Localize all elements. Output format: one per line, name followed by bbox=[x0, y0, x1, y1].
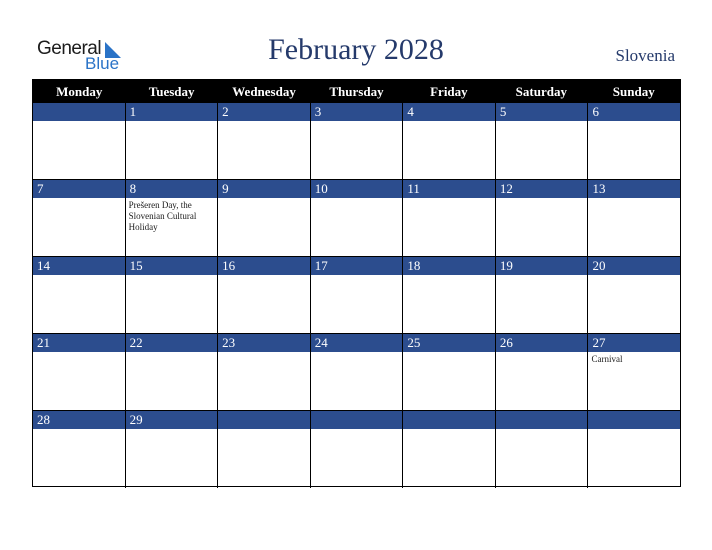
calendar-day-cell bbox=[403, 103, 496, 180]
calendar-day-cell bbox=[218, 411, 311, 488]
calendar-week-row bbox=[33, 103, 680, 180]
day-number: 29 bbox=[126, 411, 218, 429]
calendar-day-cell bbox=[588, 411, 680, 488]
day-number bbox=[311, 411, 403, 429]
weekday-header: Friday bbox=[430, 84, 468, 99]
calendar-day-cell bbox=[311, 180, 404, 257]
calendar-day-cell bbox=[403, 257, 496, 334]
calendar-week-row bbox=[33, 334, 680, 411]
day-number bbox=[403, 411, 495, 429]
country-label: Slovenia bbox=[615, 46, 675, 65]
day-number: 4 bbox=[403, 103, 495, 121]
day-body bbox=[403, 121, 495, 179]
day-body bbox=[311, 352, 403, 410]
calendar-day-cell bbox=[33, 334, 126, 411]
weekday-header: Sunday bbox=[612, 84, 655, 99]
day-body bbox=[33, 198, 125, 256]
logo-blue-text: Blue bbox=[85, 54, 120, 73]
day-body bbox=[588, 352, 680, 410]
day-number: 28 bbox=[33, 411, 125, 429]
day-number: 19 bbox=[496, 257, 588, 275]
day-body bbox=[33, 429, 125, 488]
day-body bbox=[218, 275, 310, 333]
calendar-day-cell bbox=[588, 103, 680, 180]
holiday-event: Prešeren Day, the Slovenian Cultural Holiday bbox=[128, 200, 197, 232]
day-body bbox=[126, 275, 218, 333]
weekday-header: Saturday bbox=[515, 84, 567, 99]
calendar-weeks bbox=[33, 103, 680, 488]
logo-general-text: General bbox=[37, 38, 102, 59]
day-number bbox=[33, 103, 125, 121]
day-number: 22 bbox=[126, 334, 218, 352]
calendar-week-row bbox=[33, 180, 680, 257]
day-body bbox=[403, 429, 495, 488]
day-number: 23 bbox=[218, 334, 310, 352]
calendar-week-row bbox=[33, 257, 680, 334]
calendar-day-cell bbox=[403, 334, 496, 411]
day-number: 24 bbox=[311, 334, 403, 352]
day-body bbox=[311, 198, 403, 256]
day-body bbox=[126, 198, 218, 256]
calendar-day-cell bbox=[311, 411, 404, 488]
calendar-day-cell bbox=[126, 257, 219, 334]
calendar-day-cell bbox=[218, 334, 311, 411]
calendar-day-cell bbox=[126, 180, 219, 257]
day-body bbox=[496, 198, 588, 256]
weekday-header: Thursday bbox=[329, 84, 384, 99]
day-body bbox=[496, 352, 588, 410]
day-number: 12 bbox=[496, 180, 588, 198]
day-body bbox=[496, 275, 588, 333]
calendar-day-cell bbox=[496, 334, 589, 411]
calendar-day-cell bbox=[496, 257, 589, 334]
day-number: 9 bbox=[218, 180, 310, 198]
day-number: 13 bbox=[588, 180, 680, 198]
day-number: 7 bbox=[33, 180, 125, 198]
day-body bbox=[33, 352, 125, 410]
day-body bbox=[311, 121, 403, 179]
calendar-day-cell bbox=[33, 180, 126, 257]
day-body bbox=[218, 352, 310, 410]
calendar-day-cell bbox=[33, 411, 126, 488]
day-body bbox=[311, 429, 403, 488]
day-body bbox=[403, 198, 495, 256]
day-number: 6 bbox=[588, 103, 680, 121]
day-number: 17 bbox=[311, 257, 403, 275]
day-body bbox=[126, 352, 218, 410]
calendar-day-cell bbox=[33, 103, 126, 180]
day-number: 27 bbox=[588, 334, 680, 352]
day-body bbox=[588, 429, 680, 488]
day-body bbox=[588, 275, 680, 333]
calendar-day-cell bbox=[403, 411, 496, 488]
day-body bbox=[126, 121, 218, 179]
calendar-day-cell bbox=[311, 257, 404, 334]
calendar-day-cell bbox=[311, 334, 404, 411]
weekday-header: Monday bbox=[56, 84, 103, 99]
day-number: 1 bbox=[126, 103, 218, 121]
calendar-day-cell bbox=[588, 180, 680, 257]
day-number: 10 bbox=[311, 180, 403, 198]
day-body bbox=[218, 429, 310, 488]
calendar-grid bbox=[32, 79, 681, 487]
day-number: 16 bbox=[218, 257, 310, 275]
page-title: February 2028 bbox=[268, 33, 444, 66]
calendar-day-cell bbox=[126, 103, 219, 180]
weekday-header-row bbox=[33, 80, 680, 103]
day-number bbox=[496, 411, 588, 429]
day-number: 11 bbox=[403, 180, 495, 198]
calendar-day-cell bbox=[126, 334, 219, 411]
day-number: 14 bbox=[33, 257, 125, 275]
day-number: 8 bbox=[126, 180, 218, 198]
calendar-day-cell bbox=[496, 411, 589, 488]
day-body bbox=[218, 198, 310, 256]
day-number: 18 bbox=[403, 257, 495, 275]
day-body bbox=[496, 429, 588, 488]
day-body bbox=[33, 121, 125, 179]
calendar-day-cell bbox=[311, 103, 404, 180]
day-body bbox=[588, 198, 680, 256]
holiday-event: Carnival bbox=[591, 354, 623, 364]
calendar-day-cell bbox=[496, 103, 589, 180]
day-body bbox=[496, 121, 588, 179]
day-number bbox=[218, 411, 310, 429]
calendar-day-cell bbox=[126, 411, 219, 488]
day-number: 26 bbox=[496, 334, 588, 352]
weekday-header: Wednesday bbox=[232, 84, 296, 99]
day-body bbox=[218, 121, 310, 179]
day-body bbox=[311, 275, 403, 333]
day-body bbox=[588, 121, 680, 179]
day-number: 5 bbox=[496, 103, 588, 121]
calendar-day-cell bbox=[218, 257, 311, 334]
calendar-day-cell bbox=[218, 103, 311, 180]
day-number: 21 bbox=[33, 334, 125, 352]
day-number: 2 bbox=[218, 103, 310, 121]
day-body bbox=[126, 429, 218, 488]
day-number: 3 bbox=[311, 103, 403, 121]
calendar-day-cell bbox=[588, 257, 680, 334]
calendar-day-cell bbox=[403, 180, 496, 257]
day-body bbox=[403, 352, 495, 410]
day-body bbox=[33, 275, 125, 333]
calendar-day-cell bbox=[33, 257, 126, 334]
day-number bbox=[588, 411, 680, 429]
day-number: 25 bbox=[403, 334, 495, 352]
calendar-day-cell bbox=[496, 180, 589, 257]
weekday-header: Tuesday bbox=[148, 84, 195, 99]
day-number: 20 bbox=[588, 257, 680, 275]
day-body bbox=[403, 275, 495, 333]
calendar-week-row bbox=[33, 411, 680, 488]
calendar-day-cell bbox=[588, 334, 680, 411]
calendar-day-cell bbox=[218, 180, 311, 257]
day-number: 15 bbox=[126, 257, 218, 275]
